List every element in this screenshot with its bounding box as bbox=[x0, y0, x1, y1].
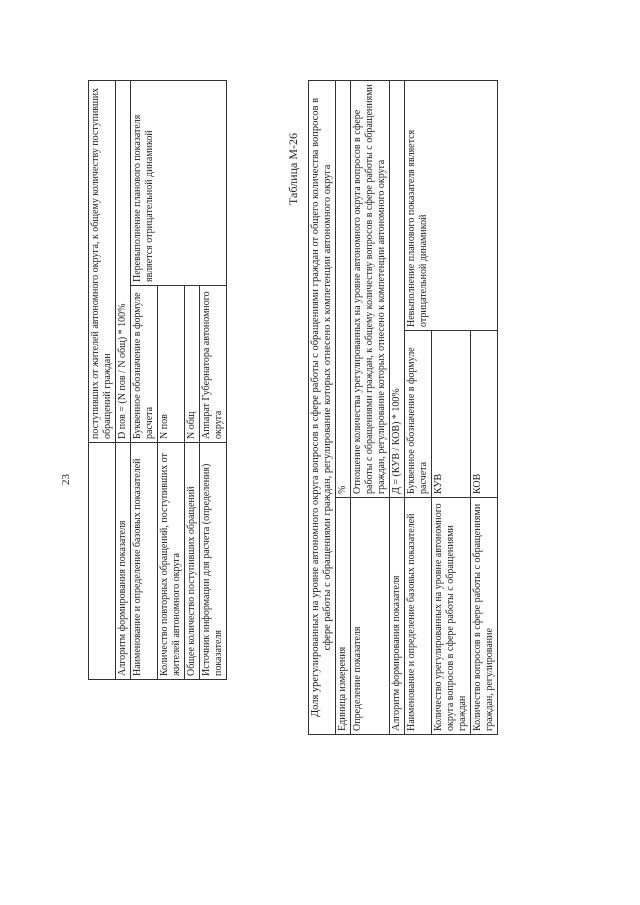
row-label: Наименование и определение базовых показателей bbox=[405, 498, 432, 735]
row-label: Общее количество поступивших обращений bbox=[185, 443, 200, 680]
table-title: Таблица М-26 bbox=[286, 133, 300, 205]
row-note: Перевыполнение планового показателя является отрицательной динамикой bbox=[131, 81, 227, 286]
row-value: Буквенное обозначение в формуле расчета bbox=[131, 286, 158, 443]
table-caption-row bbox=[309, 81, 336, 735]
table-row bbox=[131, 81, 158, 680]
table-row bbox=[390, 81, 405, 735]
table-row bbox=[351, 81, 390, 735]
row-value: Аппарат Губернатора автономного округа bbox=[200, 286, 227, 443]
table-row bbox=[89, 81, 116, 680]
row-label: Количество повторных обращений, поступивших от жителей автономного округа bbox=[158, 443, 185, 680]
indicator-table-2 bbox=[308, 80, 498, 735]
indicator-table-1 bbox=[88, 80, 227, 680]
table-caption: Доля урегулированных на уровне автономного округа вопросов в сфере работы с обращениями граждан от общего количества вопросов в сфере работы с обращениями граждан, регулирование которых отнесено к компетенции автономного округа bbox=[309, 81, 336, 735]
row-label: Наименование и определение базовых показателей bbox=[131, 443, 158, 680]
row-label: Определение показателя bbox=[351, 498, 390, 735]
page-number: 23 bbox=[60, 474, 72, 485]
row-label: Источник информации для расчета (определения) показателя bbox=[200, 443, 227, 680]
table-row bbox=[405, 81, 432, 735]
row-label: Количество вопросов в сфере работы с обращениями граждан, регулирование bbox=[471, 498, 498, 735]
row-value: Отношение количества урегулированных на уровне автономного округа вопросов в сфере работы с обращениями граждан, к общему количеству вопросов в сфере работы с обращениями граждан, регулирование которых отнесено к компетенции автономного округа bbox=[351, 81, 390, 498]
row-label bbox=[89, 443, 116, 680]
row-value: поступивших от жителей автономного округа, к общему количеству поступивших обращений граждан bbox=[89, 81, 116, 443]
row-label: Алгоритм формирования показателя bbox=[390, 498, 405, 735]
row-label: Количество урегулированных на уровне автономного округа вопросов в сфере работы с обращениями граждан bbox=[432, 498, 471, 735]
row-value: N пов bbox=[158, 286, 185, 443]
table-row bbox=[116, 81, 131, 680]
row-value: D пов = (N пов / N общ) * 100% bbox=[116, 81, 131, 443]
row-value: КОВ bbox=[471, 331, 498, 498]
row-note: Невыполнение планового показателя является отрицательной динамикой bbox=[405, 81, 498, 331]
row-value: Д = (КУВ / КОВ) * 100% bbox=[390, 81, 405, 498]
row-value: Буквенное обозначение в формуле расчета bbox=[405, 331, 432, 498]
row-value: % bbox=[336, 81, 351, 498]
row-value: КУВ bbox=[432, 331, 471, 498]
row-value: N общ bbox=[185, 286, 200, 443]
table-row bbox=[336, 81, 351, 735]
row-label: Алгоритм формирования показателя bbox=[116, 443, 131, 680]
row-label: Единица измерения bbox=[336, 498, 351, 735]
